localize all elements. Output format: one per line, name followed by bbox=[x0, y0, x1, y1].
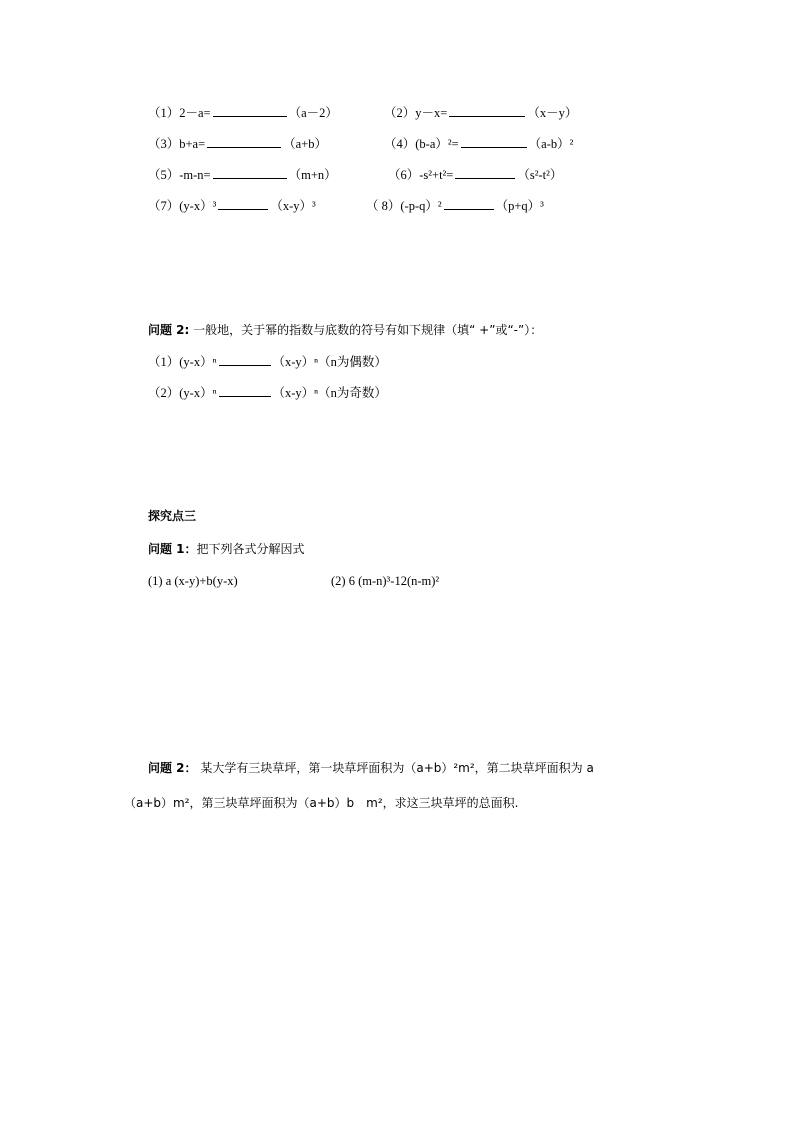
exercise-8 bbox=[366, 197, 544, 214]
exercise-7-expr: （7）(y-x）³ bbox=[148, 199, 217, 213]
section3-title: 探究点三 bbox=[148, 509, 197, 523]
q2-item-2 bbox=[148, 384, 387, 401]
exercise-6-expr: （6）-s²+t²= bbox=[388, 168, 454, 182]
exercise-7-blank[interactable] bbox=[218, 197, 268, 210]
q2-label: 问题 2: bbox=[148, 323, 190, 337]
exercise-3-blank[interactable] bbox=[207, 135, 281, 148]
exercise-3-target: （a+b） bbox=[283, 137, 328, 151]
section3-q1-item-2: (2) 6 (m-n)³-12(n-m)² bbox=[331, 574, 440, 588]
section3-q2-text1: 某大学有三块草坪，第一块草坪面积为（a+b）²m²，第二块草坪面积为 a bbox=[196, 761, 594, 775]
q2-item-1-target: （x-y）ⁿ（n为偶数） bbox=[272, 355, 387, 369]
exercise-1-expr: （1）2－a= bbox=[148, 106, 211, 120]
q2-item-1-blank[interactable] bbox=[219, 353, 271, 366]
q2-item-2-target: （x-y）ⁿ（n为奇数） bbox=[272, 386, 387, 400]
exercise-6 bbox=[388, 166, 562, 183]
exercise-2-expr: （2）y－x= bbox=[384, 106, 448, 120]
exercise-5-target: （m+n） bbox=[288, 168, 337, 182]
exercise-5-expr: （5）-m-n= bbox=[148, 168, 211, 182]
exercise-6-blank[interactable] bbox=[455, 166, 515, 179]
q2-item-2-expr: （2）(y-x）ⁿ bbox=[148, 386, 217, 400]
section3-q2-line2: （a+b）m²，第三块草坪面积为（a+b）b m²，求这三块草坪的总面积. bbox=[124, 796, 519, 810]
q2-heading bbox=[148, 322, 542, 338]
section3-q1-item-1: (1) a (x-y)+b(y-x) bbox=[148, 574, 238, 588]
section3-q1-text: 把下列各式分解因式 bbox=[196, 542, 305, 556]
exercise-2-blank[interactable] bbox=[449, 104, 525, 117]
exercise-1-target: （a－2） bbox=[288, 106, 338, 120]
exercise-5 bbox=[148, 166, 337, 183]
exercise-4-expr: （4）(b-a）²= bbox=[384, 137, 459, 151]
exercise-5-blank[interactable] bbox=[213, 166, 287, 179]
exercise-6-target: （s²-t²） bbox=[517, 168, 563, 182]
exercise-1-blank[interactable] bbox=[213, 104, 287, 117]
q2-text: 一般地，关于幂的指数与底数的符号有如下规律（填“ +”或“-”）： bbox=[189, 323, 543, 337]
exercise-4-target: （a-b）² bbox=[528, 137, 574, 151]
exercise-8-blank[interactable] bbox=[444, 197, 494, 210]
section3-q1-label: 问题 1： bbox=[148, 542, 197, 556]
exercise-7 bbox=[148, 197, 316, 214]
exercise-8-expr: （ 8）(-p-q）² bbox=[366, 199, 442, 213]
q2-item-1-expr: （1）(y-x）ⁿ bbox=[148, 355, 217, 369]
exercise-3-expr: （3）b+a= bbox=[148, 137, 206, 151]
exercise-2-target: （x－y） bbox=[527, 106, 578, 120]
exercise-7-target: （x-y）³ bbox=[270, 199, 316, 213]
exercise-4-blank[interactable] bbox=[461, 135, 527, 148]
q2-item-2-blank[interactable] bbox=[219, 384, 271, 397]
section3-q2-line1 bbox=[148, 760, 594, 776]
exercise-2 bbox=[384, 104, 577, 121]
exercise-8-target: （p+q）³ bbox=[495, 199, 544, 213]
exercise-3 bbox=[148, 135, 327, 152]
q2-item-1 bbox=[148, 353, 387, 370]
section3-q2-label: 问题 2： bbox=[148, 761, 197, 775]
section3-q1 bbox=[148, 541, 305, 557]
exercise-4 bbox=[384, 135, 573, 152]
exercise-1 bbox=[148, 104, 338, 121]
